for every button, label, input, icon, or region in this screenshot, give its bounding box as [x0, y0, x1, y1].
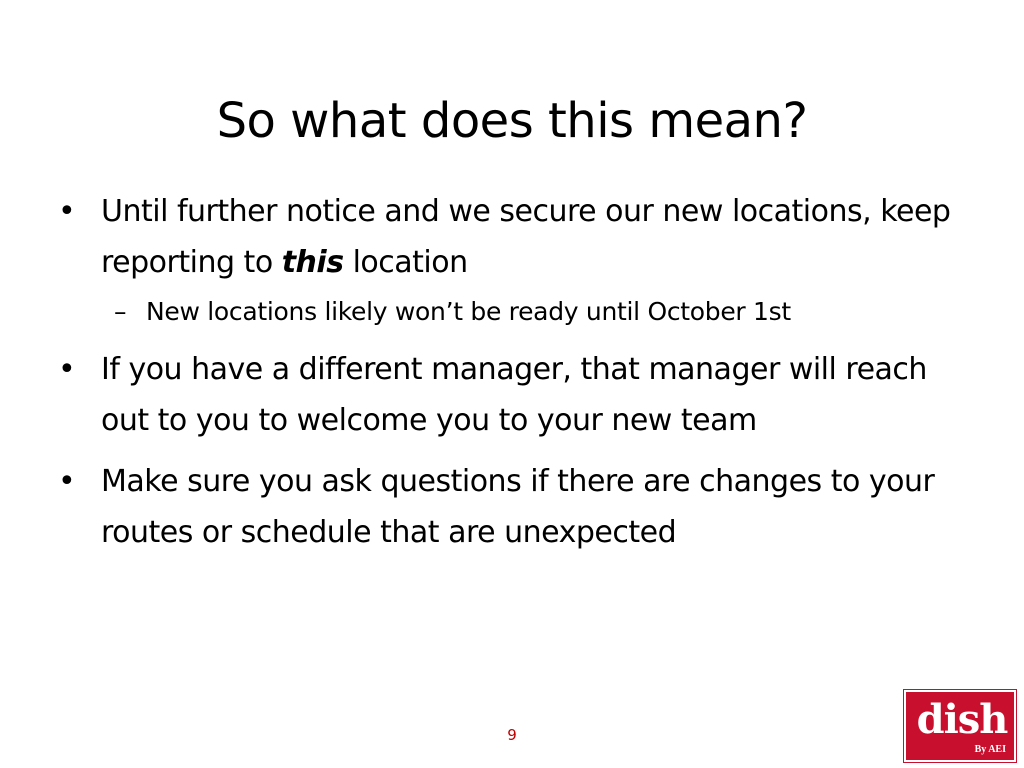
slide-title: So what does this mean?: [216, 93, 808, 150]
sub-bullet-item: [58, 292, 978, 332]
bullet-marker: •: [58, 194, 76, 229]
dish-logo: [904, 690, 1016, 762]
bullet-marker: •: [58, 464, 76, 499]
bullet-item-1: [58, 186, 978, 288]
bullet-text-part: Until further notice and we secure our new locations, keep reporting to: [101, 194, 951, 280]
bullet-marker: •: [58, 352, 76, 387]
sub-bullet-marker: –: [114, 297, 127, 326]
bullet-text-part: location: [343, 245, 468, 280]
logo-byline: By AEI: [974, 744, 1006, 755]
sub-bullet-text: New locations likely won’t be ready until October 1st: [146, 297, 791, 326]
bullet-text: If you have a different manager, that manager will reach out to you to welcome you to your new team: [101, 352, 927, 438]
bullet-item-3: [58, 456, 978, 558]
emphasis-text: this: [281, 245, 344, 280]
page-number: 9: [507, 726, 517, 744]
logo-wordmark: dish: [916, 696, 1008, 743]
bullet-item-2: [58, 344, 978, 446]
bullet-text: Make sure you ask questions if there are changes to your routes or schedule that are unexpected: [101, 464, 935, 550]
bullet-list: [58, 186, 978, 568]
